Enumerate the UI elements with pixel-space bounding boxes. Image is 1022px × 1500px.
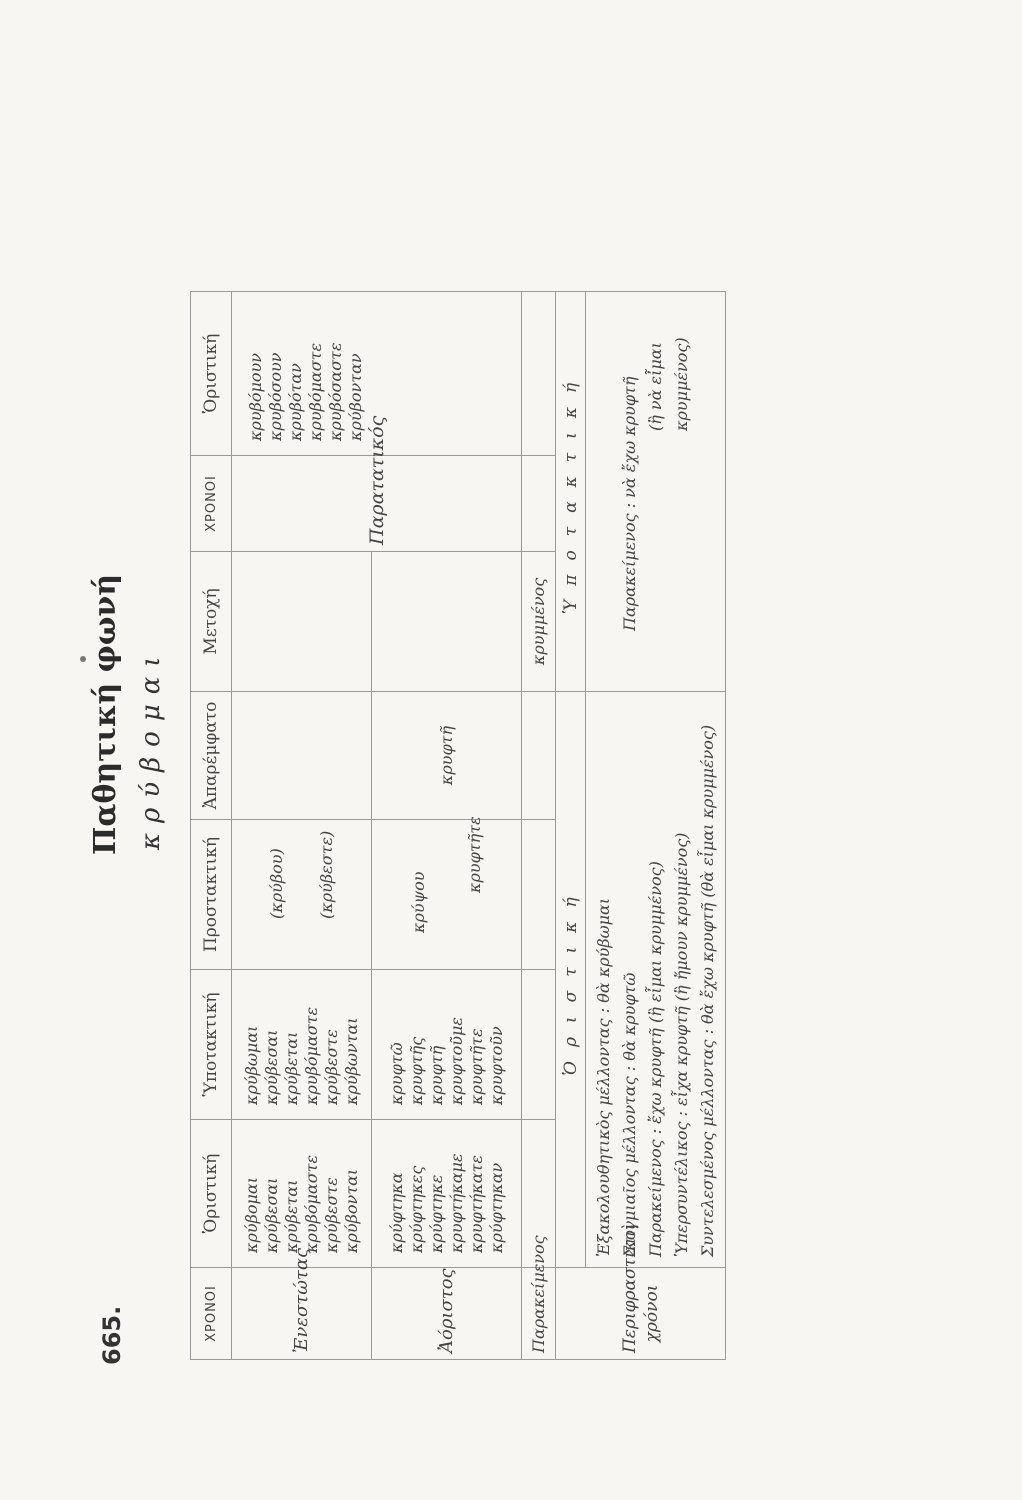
perfect-empty <box>522 692 556 820</box>
form: κρυβόμαστε <box>301 1154 321 1253</box>
aorist-participle-empty <box>372 552 522 692</box>
header-participle: Μετοχή <box>191 552 232 692</box>
present-infinitive-empty <box>232 692 372 820</box>
aorist-indicative-forms <box>372 1120 522 1268</box>
present-imperative-plural: (κρύβεστε) <box>316 830 336 919</box>
periphrastic-line: Παρακείμενος : νὰ ἔχω κρυφτῆ <box>619 376 639 631</box>
periphrastic-indicative-heading: Ὁριστική <box>556 692 586 1268</box>
aorist-imperative-plural: κρυφτῆτε <box>464 816 484 893</box>
form: κρύβεται <box>281 1031 301 1105</box>
header-tenses: ΧΡΟΝΟΙ <box>191 1268 232 1360</box>
page-number: 665. <box>98 1305 126 1365</box>
periphrastic-subjunctive-heading: Ὑποτακτική <box>556 292 586 692</box>
form: κρυφτοῦμε <box>446 1016 466 1105</box>
periphrastic-line: Παρακείμενος : ἔχω κρυφτῆ (ἢ εἶμαι κρυμμένος) <box>645 861 665 1257</box>
perfect-empty <box>522 970 556 1120</box>
form: κρυφτῆ <box>426 1045 446 1105</box>
header-tenses-right: ΧΡΟΝΟΙ <box>191 456 232 552</box>
perfect-empty <box>522 292 556 456</box>
form: κρυφτοῦν <box>486 1026 506 1105</box>
ink-dot <box>80 656 86 662</box>
header-indicative: Ὁριστική <box>191 1120 232 1268</box>
form: κρυβόμαστε <box>301 1006 321 1105</box>
periphrastic-line: Ἐξακολουθητικὸς μέλλοντας : θὰ κρύβωμαι <box>593 897 613 1257</box>
header-imperative: Προστακτική <box>191 820 232 970</box>
conjugation-table <box>190 155 726 1360</box>
form: κρυφτῆς <box>406 1036 426 1105</box>
form: κρυβόσουν <box>266 352 285 441</box>
periphrastic-line: Συντελεσμένος μέλλοντας : θὰ ἔχω κρυφτῆ (θὰ εἶμαι κρυμμένος) <box>697 724 717 1257</box>
form: κρυβόμουν <box>246 353 265 441</box>
page-title: Παθητική φωνή <box>88 573 123 855</box>
aorist-subjunctive-forms <box>372 970 522 1120</box>
periphrastic-subjunctive-forms <box>586 292 726 692</box>
perfect-empty <box>522 456 556 552</box>
aorist-infinitive: κρυφτῆ <box>372 692 522 820</box>
form: κρύβωμαι <box>241 1025 261 1105</box>
form: κρυφτῆτε <box>466 1028 486 1105</box>
periphrastic-indicative-forms <box>586 692 726 1268</box>
form: κρύφτηκες <box>406 1165 426 1253</box>
form: κρύβομαι <box>241 1177 261 1253</box>
periphrastic-label: Περιφραστικοὶ χρόνοι <box>556 1268 726 1360</box>
aorist-imperative-singular: κρύψου <box>408 871 428 933</box>
form: κρύφτηκε <box>426 1174 446 1253</box>
form: κρύφτηκα <box>386 1172 406 1253</box>
form: κρυβόταν <box>286 363 305 441</box>
aorist-imperative <box>372 816 522 970</box>
periphrastic-forms-row <box>586 156 726 1360</box>
header-indicative-right: Ὁριστική <box>191 292 232 456</box>
form: κρυφτήκατε <box>466 1155 486 1253</box>
form: κρυφτήκαμε <box>446 1153 466 1253</box>
present-imperative-singular: (κρύβου) <box>266 848 286 919</box>
present-participle-empty <box>232 552 372 692</box>
periphrastic-headings-row <box>556 156 586 1360</box>
form: κρύβονταν <box>346 353 365 441</box>
verb-lemma: κρύβομαι <box>136 646 166 850</box>
periphrastic-line: Ὑπερσυντέλικος : εἶχα κρυφτῆ (ἢ ἤμουν κρυμμένος) <box>671 832 691 1257</box>
periphrastic-line: (ἢ νὰ εἶμαι κρυμμένος) <box>645 337 691 431</box>
form: κρυβόμαστε <box>306 342 325 441</box>
present-indicative-forms <box>232 1120 372 1268</box>
perfect-label: Παρακείμενος <box>522 1268 556 1360</box>
present-label: Ἐνεστώτας <box>232 1268 372 1360</box>
aorist-label: Ἀόριστος <box>372 1268 522 1360</box>
perfect-participle: κρυμμένος <box>522 552 556 692</box>
imperfect-label: Παρατατικός <box>232 456 522 552</box>
present-imperative <box>232 820 372 970</box>
form: κρύβεσαι <box>261 1029 281 1105</box>
present-subjunctive-forms <box>232 970 372 1120</box>
form: κρυβόσαστε <box>326 342 345 441</box>
header-row <box>191 156 232 1360</box>
form: κρύβονται <box>341 1168 361 1253</box>
perfect-empty <box>522 820 556 970</box>
form: κρύβωνται <box>341 1017 361 1105</box>
header-subjunctive: Ὑποτακτική <box>191 970 232 1120</box>
perfect-row <box>522 156 556 1360</box>
form: κρύβεστε <box>321 1177 341 1253</box>
present-row <box>232 156 372 1360</box>
header-infinitive: Ἀπαρέμφατο <box>191 692 232 820</box>
periphrastic-line: Στιγμιαῖος μέλλοντας : θὰ κρυφτῶ <box>619 972 639 1257</box>
form: κρύβεται <box>281 1179 301 1253</box>
form: κρύφτηκαν <box>486 1162 506 1253</box>
form: κρύβεστε <box>321 1029 341 1105</box>
form: κρύβεσαι <box>261 1177 281 1253</box>
form: κρυφτῶ <box>386 1042 406 1105</box>
